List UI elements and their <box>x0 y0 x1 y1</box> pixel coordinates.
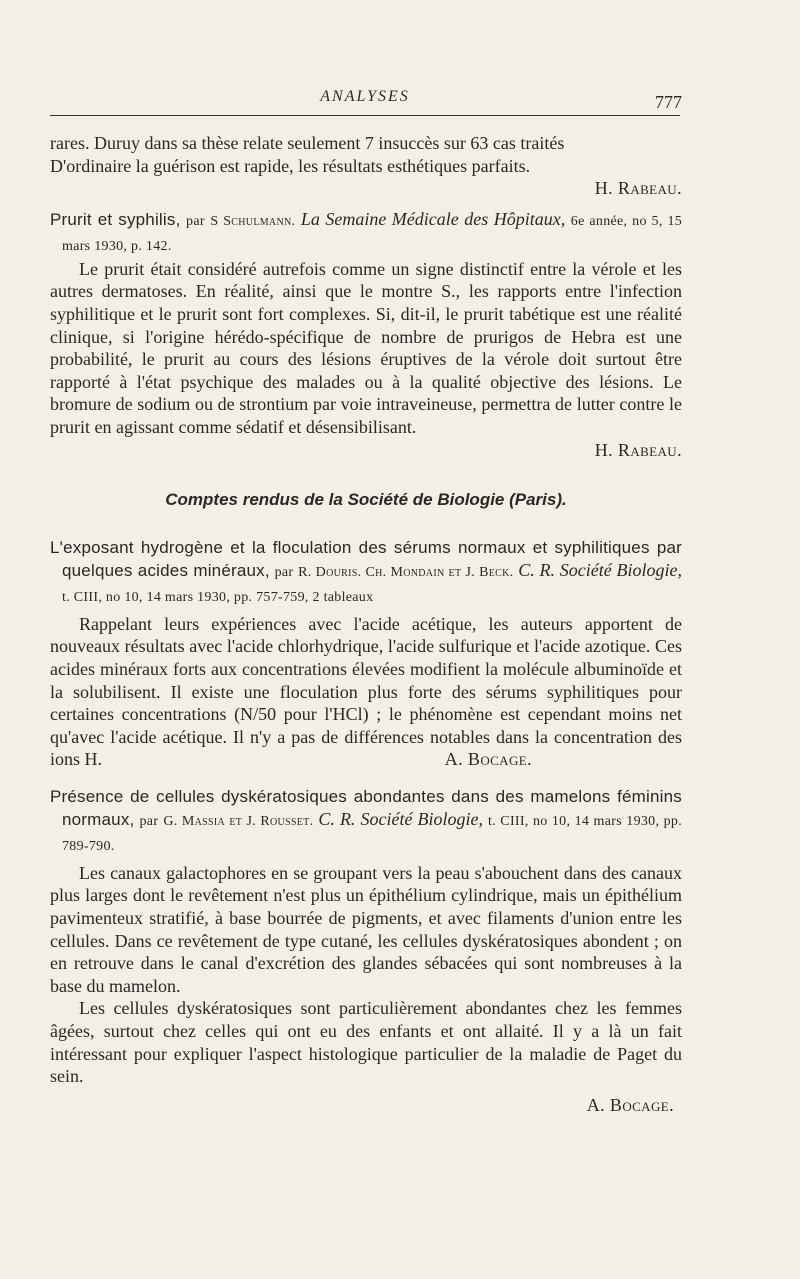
abstract-signature: H. Rabeau. <box>594 439 682 460</box>
section-heading: Comptes rendus de la Société de Biologie (Paris). <box>165 490 567 510</box>
citation-authors: R. Douris. Ch. Mondain et J. Beck. <box>298 564 514 580</box>
abstract-body: Les canaux galactophores en se groupant vers la peau s'abouchent dans des canaux plus larges dont le revêtement n'est plus un épithélium cylindrique, mais un épithélium pavimenteux stratifié, à base bourrée de pigments, et avec filaments d'union entre les cellules. Dans ce revêtement de type cutané, les cellules dyskératosiques abondent ; on en retrouve dans le canal d'excrétion des glandes sébacées qui sont nombreuses à la base du mamelon. <box>50 862 682 996</box>
abstract-body: Rappelant leurs expériences avec l'acide acétique, les auteurs apportent de nouveaux résultats avec l'acide chlorhydrique, l'acide sulfurique et l'acide azotique. Ces acides minéraux forts aux concentrations élevées modifient la molécule albuminoïde et la solubilisent. Il existe une floculation plus forte des sérums syphilitiques pour certaines concentrations (N/50 pour l'HCl) ; le phénomène est cependant moins net qu'avec l'acide acétique. Il n'y a pas de différences notables dans la concentration des ions H. <box>50 613 682 770</box>
abstract-body: Le prurit était considéré autrefois comme un signe distinctif entre la vérole et les autres dermatoses. En réalité, ainsi que le montre S., les rapports entre l'infection syphilitique et le prurit sont fort complexes. Si, dit-il, le prurit tabétique est une réalité clinique, si l'origine hérédo-spécifique de nombre de prurigos de Hebra est une probabilité, le prurit au cours des lésions éruptives de la vérole doit surtout être rapporté à l'état psychique des malades ou à la qualité objective des lésions. Le bromure de sodium ou de strontium par voie intraveineuse, permettra de lutter contre le prurit en agissant comme sédatif et désensibilisant. <box>50 258 682 437</box>
running-header <box>50 86 680 120</box>
abstract-signature: A. Bocage. <box>586 1094 674 1115</box>
citation-by: par <box>186 213 205 229</box>
page-content <box>50 132 682 1116</box>
article-title: Présence de cellules dyskératosiques abondantes dans des mamelons féminins normaux, <box>50 786 682 829</box>
abstract-signature: A. Bocage. <box>444 749 532 770</box>
citation-journal: C. R. Société Biologie, <box>318 808 483 829</box>
header-rule <box>50 115 680 116</box>
running-head-title: ANALYSES <box>320 88 410 105</box>
previous-abstract-end <box>50 132 682 200</box>
citation <box>50 785 682 858</box>
citation-journal: C. R. Société Biologie, <box>518 559 682 580</box>
article-title: Prurit et syphilis, <box>50 209 181 229</box>
citation <box>50 208 682 258</box>
article-title: L'exposant hydrogène et la floculation des sérums normaux et syphilitiques par quelques acides minéraux, <box>50 537 682 580</box>
citation-details: t. CIII, no 10, 14 mars 1930, pp. 789-790. <box>62 813 683 854</box>
citation <box>50 536 682 609</box>
abstract-body: Les cellules dyskératosiques sont particulièrement abondantes chez les femmes âgées, surtout chez celles qui ont eu des enfants et ont allaité. Il y a là un fait intéressant pour expliquer l'aspect histologique particulier de la maladie de Paget du sein. <box>50 998 682 1087</box>
citation-by: par <box>274 564 294 580</box>
citation-journal: La Semaine Médicale des Hôpitaux, <box>300 208 566 229</box>
citation-by: par <box>139 813 159 829</box>
fragment-line: rares. Duruy dans sa thèse relate seulement 7 insuccès sur 63 cas traités <box>50 133 565 153</box>
fragment-line: D'ordinaire la guérison est rapide, les résultats esthétiques parfaits. <box>50 155 531 176</box>
citation-details: 6e année, no 5, 15 mars 1930, p. 142. <box>62 213 683 254</box>
abstract-prurit-syphilis <box>50 208 682 461</box>
abstract-cellules-dyskeratosiques <box>50 785 682 1117</box>
abstract-signature: H. Rabeau. <box>594 178 682 199</box>
citation-author: S Schulmann. <box>210 213 296 229</box>
citation-authors: G. Massia et J. Rousset. <box>163 813 314 829</box>
page-number: 777 <box>655 92 682 112</box>
abstract-exposant-hydrogene <box>50 536 682 771</box>
citation-details: t. CIII, no 10, 14 mars 1930, pp. 757-759, 2 tableaux <box>62 589 374 605</box>
